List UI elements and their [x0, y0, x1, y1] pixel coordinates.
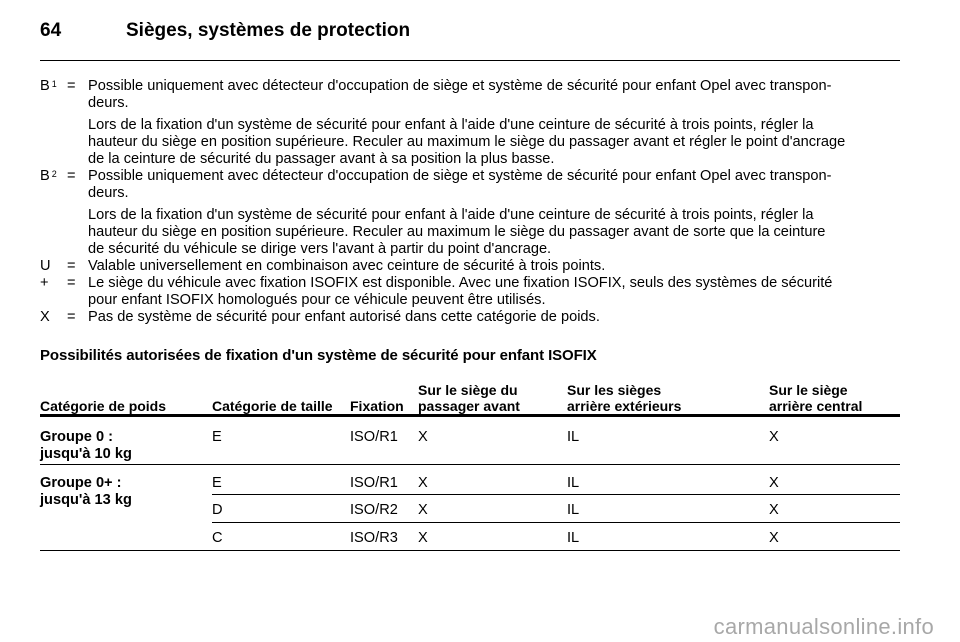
legend-entry-plus: [40, 275, 900, 309]
column-header-weight: Catégorie de poids: [40, 398, 167, 414]
page-number: 64: [40, 20, 62, 41]
legend-line: Lors de la fixation d'un système de sécurité pour enfant à l'aide d'une ceinture de sécurité à trois points, régler la: [88, 117, 814, 133]
legend-line: deurs.: [88, 185, 129, 201]
legend-key: B $^2$: [40, 168, 57, 184]
legend-entry-u: [40, 258, 900, 275]
watermark: carmanualsonline.info: [713, 614, 934, 639]
page-header: [40, 14, 900, 60]
cell-rear-center: X: [769, 429, 779, 445]
table-header-row: [40, 377, 900, 414]
column-header-front-seat: Sur le siège du passager avant: [418, 382, 520, 414]
group-label: Groupe 0 : jusqu'à 10 kg: [40, 429, 132, 462]
legend-superscript: 2: [51, 169, 57, 179]
cell-fixation: ISO/R2: [350, 502, 398, 518]
cell-front: X: [418, 530, 428, 546]
legend-line: deurs.: [88, 95, 129, 111]
legend-list: [40, 78, 900, 326]
header-rule: [40, 414, 900, 417]
legend-equals: =: [67, 309, 76, 325]
cell-rear-outer: IL: [567, 429, 580, 445]
legend-line: hauteur du siège en position supérieure. Reculer au maximum le siège du passager avant de sorte que la ceinture: [88, 224, 826, 240]
legend-key: X: [40, 309, 50, 325]
row-divider: [212, 522, 900, 523]
legend-key: +: [40, 275, 49, 291]
legend-line: hauteur du siège en position supérieure. Reculer au maximum le siège du passager avant et régler le point d'ancrage: [88, 134, 846, 150]
cell-rear-center: X: [769, 475, 779, 491]
column-header-rear-center: Sur le siège arrière central: [769, 382, 863, 414]
cell-rear-outer: IL: [567, 530, 580, 546]
column-header-fixation: Fixation: [350, 398, 404, 414]
section-heading: Possibilités autorisées de fixation d'un système de sécurité pour enfant ISOFIX: [40, 347, 597, 364]
legend-line: Possible uniquement avec détecteur d'occupation de siège et système de sécurité pour enfant Opel avec transpon-: [88, 168, 832, 184]
legend-entry-b1: [40, 78, 900, 168]
group-label: Groupe 0+ : jusqu'à 13 kg: [40, 475, 132, 508]
isofix-table: [40, 377, 900, 546]
legend-entry-x: [40, 309, 900, 326]
legend-line: Lors de la fixation d'un système de sécurité pour enfant à l'aide d'une ceinture de sécurité à trois points, régler la: [88, 207, 814, 223]
legend-line: Valable universellement en combinaison avec ceinture de sécurité à trois points.: [88, 258, 606, 274]
cell-fixation: ISO/R1: [350, 429, 398, 445]
row-divider: [40, 464, 900, 465]
cell-rear-outer: IL: [567, 502, 580, 518]
legend-line: Le siège du véhicule avec fixation ISOFIX est disponible. Avec une fixation ISOFIX, seuls des systèmes de sécurité: [88, 275, 833, 291]
cell-size: C: [212, 530, 223, 546]
legend-entry-b2: [40, 168, 900, 258]
legend-equals: =: [67, 78, 76, 94]
legend-equals: =: [67, 168, 76, 184]
table-bottom-rule: [40, 550, 900, 551]
cell-size: E: [212, 429, 222, 445]
column-header-rear-outer: Sur les sièges arrière extérieurs: [567, 382, 682, 414]
cell-rear-center: X: [769, 502, 779, 518]
legend-line: Possible uniquement avec détecteur d'occupation de siège et système de sécurité pour enfant Opel avec transpon-: [88, 78, 832, 94]
cell-front: X: [418, 502, 428, 518]
row-divider: [212, 494, 900, 495]
cell-fixation: ISO/R3: [350, 530, 398, 546]
legend-key: B $^1$: [40, 78, 57, 94]
legend-line: de la ceinture de sécurité du passager avant à sa position la plus basse.: [88, 151, 555, 167]
column-header-size: Catégorie de taille: [212, 398, 333, 414]
cell-front: X: [418, 475, 428, 491]
cell-fixation: ISO/R1: [350, 475, 398, 491]
cell-size: D: [212, 502, 223, 518]
legend-line: Pas de système de sécurité pour enfant autorisé dans cette catégorie de poids.: [88, 309, 600, 325]
legend-line: pour enfant ISOFIX homologués pour ce véhicule peuvent être utilisés.: [88, 292, 546, 308]
legend-key: U: [40, 258, 51, 274]
legend-superscript: 1: [51, 79, 57, 89]
cell-rear-center: X: [769, 530, 779, 546]
legend-line: de sécurité du véhicule se dirige vers l'avant à partir du point d'ancrage.: [88, 241, 552, 257]
legend-equals: =: [67, 275, 76, 291]
header-divider: [40, 60, 900, 61]
page-title: Sièges, systèmes de protection: [126, 20, 411, 41]
cell-rear-outer: IL: [567, 475, 580, 491]
cell-size: E: [212, 475, 222, 491]
legend-equals: =: [67, 258, 76, 274]
cell-front: X: [418, 429, 428, 445]
